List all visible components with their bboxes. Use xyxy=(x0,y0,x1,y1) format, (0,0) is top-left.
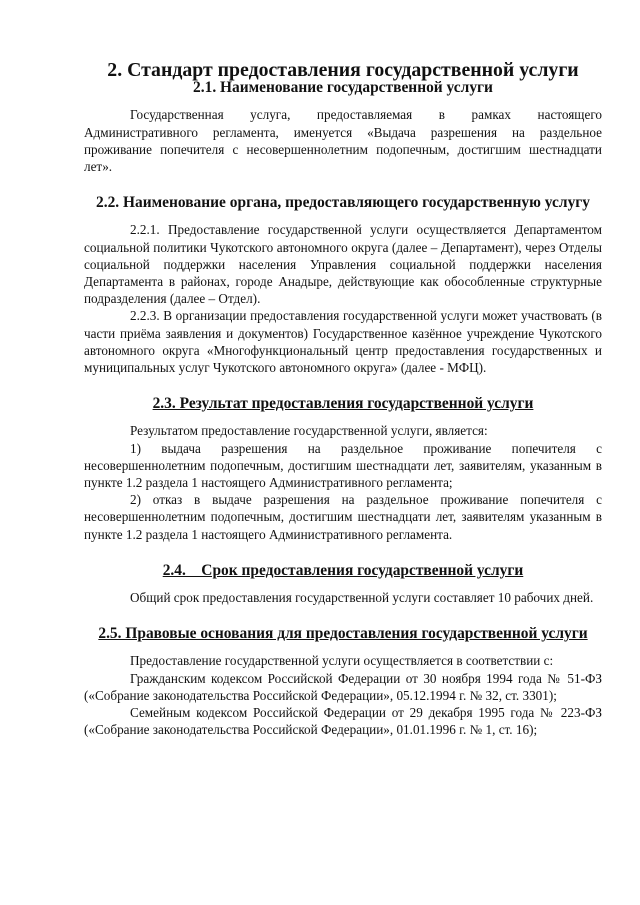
paragraph-2-2-1: 2.2.1. Предоставление государственной услуги осуществляется Департаментом социальной политики Чукотского автономного округа (далее – Департамент), через Отделы социальной поддержки населения Управления социальной поддержки населения Департамента в районах, городе Анадыре, действующие как обособленные структурные подразделения (далее – Отдел). xyxy=(84,222,602,307)
paragraph-2-1: Государственная услуга, предоставляемая в рамках настоящего Административного регламента, именуется «Выдача разрешения на раздельное проживание попечителя с несовершеннолетним подопечным, достигшим шестнадцати лет». xyxy=(84,107,602,175)
subsection-2-5-title xyxy=(84,625,602,642)
paragraph-2-3-intro: Результатом предоставление государственной услуги, является: xyxy=(130,423,488,439)
paragraph-2-3-item-1: 1) выдача разрешения на раздельное проживание попечителя с несовершеннолетним подопечным, достигшим шестнадцати лет, заявителям, указанным в пункте 1.2 раздела 1 настоящего Административного регламента; xyxy=(84,440,602,491)
subsection-2-2-title: 2.2. Наименование органа, предоставляющего государственную услугу xyxy=(95,194,591,212)
paragraph-2-4: Общий срок предоставления государственной услуги составляет 10 рабочих дней. xyxy=(130,590,594,606)
paragraph-2-5-civil-code: Гражданским кодексом Российской Федерации от 30 ноября 1994 года № 51-ФЗ («Собрание законодательства Российской Федерации», 05.12.1994 г. № 32, ст. 3301); xyxy=(84,670,602,703)
subsection-2-1-title: 2.1. Наименование государственной услуги xyxy=(193,79,493,97)
paragraph-2-5-family-code: Семейным кодексом Российской Федерации от 29 декабря 1995 года № 223-ФЗ («Собрание законодательства Российской Федерации», 01.01.1996 г. № 1, ст. 16); xyxy=(84,705,602,738)
paragraph-2-3-item-2: 2) отказ в выдаче разрешения на раздельное проживание попечителя с несовершеннолетним подопечным, достигшим шестнадцати лет, заявителям указанным в пункте 1.2 раздела 1 настоящего Административного регламента. xyxy=(84,492,602,542)
subsection-2-3-title-text: 2.3. Результат предоставления государственной услуги xyxy=(152,395,534,413)
subsection-2-4-title-text: 2.4. Срок предоставления государственной услуги xyxy=(162,561,524,579)
subsection-2-4-title xyxy=(84,562,602,579)
paragraph-2-5-intro: Предоставление государственной услуги осуществляется в соответствии с: xyxy=(130,653,554,669)
subsection-2-3-title xyxy=(84,395,602,412)
paragraph-2-2-3: 2.2.3. В организации предоставления государственной услуги может участвовать (в части приёма заявления и документов) Государственное казённое учреждение Чукотского автономного округа «Многофункциональный центр предоставления государственных и муниципальных услуг Чукотского автономного округа» (далее - МФЦ). xyxy=(84,308,602,376)
section-2-title: 2. Стандарт предоставления государственной услуги xyxy=(107,59,579,81)
subsection-2-5-title-text: 2.5. Правовые основания для предоставления государственной услуги xyxy=(98,625,588,643)
